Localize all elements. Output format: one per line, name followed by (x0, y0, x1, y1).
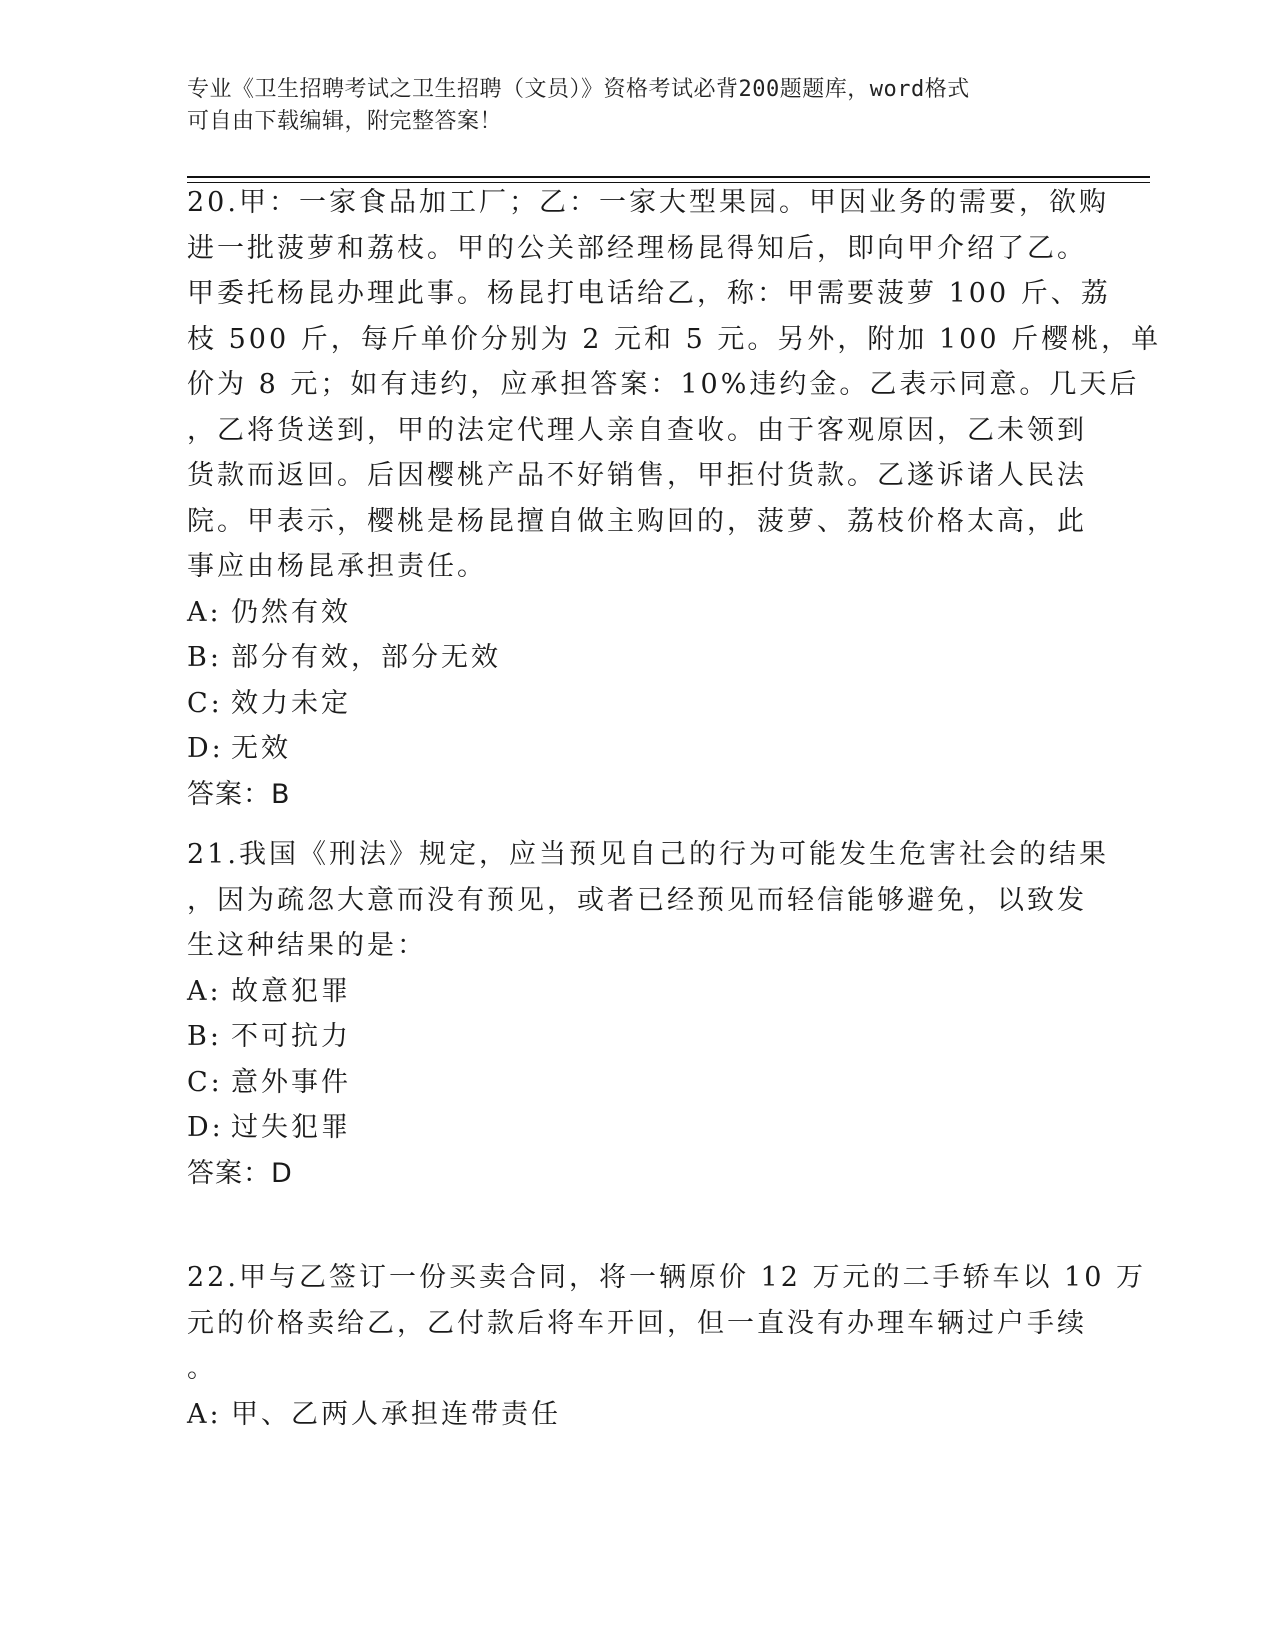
option-text: 不可抗力 (231, 1021, 351, 1052)
option-text: 无效 (231, 733, 291, 764)
option-a (187, 969, 1087, 1015)
question-text-line: 21.我国《刑法》规定，应当预见自己的行为可能发生危害社会的结果 (187, 839, 1109, 870)
option-text: 部分有效，部分无效 (231, 642, 501, 673)
option-key: D: (187, 1112, 224, 1143)
question-text-line: 进一批菠萝和荔枝。甲的公关部经理杨昆得知后，即向甲介绍了乙。 (187, 232, 1087, 264)
question-text-line: 甲委托杨昆办理此事。杨昆打电话给乙，称：甲需要菠萝 100 斤、荔 (187, 278, 1111, 309)
option-c (187, 681, 1087, 727)
question-text-line: ，乙将货送到，甲的法定代理人亲自查收。由于客观原因，乙未领到 (187, 414, 1087, 446)
question-text-line: 事应由杨昆承担责任。 (187, 551, 487, 582)
header-line-2: 可自由下载编辑，附完整答案！ (187, 109, 503, 134)
question-text-line: 20.甲：一家食品加工厂；乙：一家大型果园。甲因业务的需要，欲购 (187, 187, 1109, 218)
question-text-line: 院。甲表示，樱桃是杨昆擅自做主购回的，菠萝、荔枝价格太高，此 (187, 505, 1087, 537)
question-text-line: 货款而返回。后因樱桃产品不好销售，甲拒付货款。乙遂诉诸人民法 (187, 460, 1087, 491)
question-21 (187, 832, 1109, 1196)
option-text: 甲、乙两人承担连带责任 (231, 1398, 561, 1430)
question-text-line: 元的价格卖给乙，乙付款后将车开回，但一直没有办理车辆过户手续 (187, 1307, 1087, 1339)
option-d (187, 1105, 1087, 1151)
option-text: 故意犯罪 (231, 975, 351, 1007)
option-a (187, 590, 1087, 636)
answer: 答案：D (187, 1157, 293, 1189)
question-text-line: 。 (187, 1353, 217, 1384)
question-text-line: 生这种结果的是： (187, 930, 427, 961)
option-key: D: (187, 733, 224, 764)
option-d (187, 726, 1087, 772)
option-key: A: (187, 1398, 222, 1430)
page-header (187, 74, 1067, 138)
option-key: A: (187, 975, 222, 1007)
option-text: 过失犯罪 (231, 1112, 351, 1143)
header-line-1: 专业《卫生招聘考试之卫生招聘（文员）》资格考试必背200题题库，word格式 (187, 77, 970, 102)
answer: 答案：B (187, 778, 291, 810)
option-key: B: (187, 1021, 222, 1052)
option-text: 意外事件 (231, 1066, 351, 1098)
question-22 (187, 1255, 1146, 1437)
option-text: 仍然有效 (231, 596, 351, 628)
option-b (187, 635, 1087, 681)
question-text-line: 22.甲与乙签订一份买卖合同，将一辆原价 12 万元的二手轿车以 10 万 (187, 1262, 1146, 1293)
question-text-line: ，因为疏忽大意而没有预见，或者已经预见而轻信能够避免，以致发 (187, 884, 1087, 916)
option-text: 效力未定 (231, 687, 351, 719)
option-key: B: (187, 642, 222, 673)
question-20 (187, 180, 1162, 817)
option-key: A: (187, 596, 222, 628)
question-text-line: 价为 8 元；如有违约，应承担答案：10%违约金。乙表示同意。几天后 (187, 369, 1140, 400)
option-key: C: (187, 687, 223, 719)
option-key: C: (187, 1066, 223, 1098)
option-b (187, 1014, 1087, 1060)
option-a (187, 1392, 1087, 1438)
header-divider-thick (187, 176, 1150, 178)
option-c (187, 1060, 1087, 1106)
question-text-line: 枝 500 斤，每斤单价分别为 2 元和 5 元。另外，附加 100 斤樱桃，单 (187, 323, 1162, 355)
